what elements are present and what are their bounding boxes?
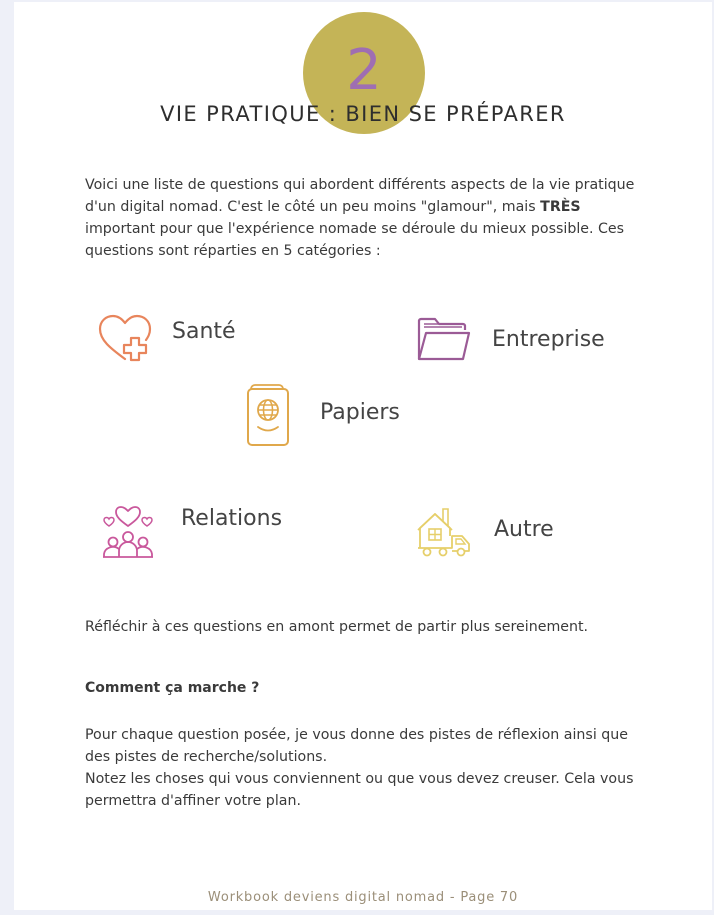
page-footer: Workbook deviens digital nomad - Page 70 bbox=[207, 890, 519, 905]
how-it-works-text bbox=[85, 724, 645, 812]
intro-text-end: important pour que l'expérience nomade se déroule du mieux possible. Ces questions sont réparties en 5 catégories : bbox=[85, 221, 625, 259]
how-it-works-paragraph-1: Pour chaque question posée, je vous donne des pistes de réflexion ainsi que des pistes de recherche/solutions. bbox=[85, 727, 628, 765]
folder-icon bbox=[416, 315, 472, 363]
category-label-papiers: Papiers bbox=[320, 399, 400, 425]
how-it-works-paragraph-2: Notez les choses qui vous conviennent ou que vous devez creuser. Cela vous permettra d'affiner votre plan. bbox=[85, 771, 634, 809]
category-entreprise bbox=[416, 315, 605, 363]
closing-sentence: Réfléchir à ces questions en amont permet de partir plus sereinement. bbox=[85, 619, 589, 635]
category-autre bbox=[416, 506, 554, 558]
chapter-title: VIE PRATIQUE : BIEN SE PRÉPARER bbox=[160, 102, 566, 126]
how-it-works-title: Comment ça marche ? bbox=[85, 680, 260, 696]
category-label-autre: Autre bbox=[494, 516, 554, 542]
category-relations bbox=[101, 504, 282, 560]
category-label-entreprise: Entreprise bbox=[492, 326, 605, 352]
intro-bold-word: TRÈS bbox=[540, 199, 581, 215]
passport-icon bbox=[246, 382, 290, 448]
category-sante bbox=[96, 312, 236, 364]
intro-text-start: Voici une liste de questions qui abordent différents aspects de la vie pratique d'un digital nomad. C'est le côté un peu moins "glamour", mais bbox=[85, 177, 635, 215]
house-truck-icon bbox=[416, 506, 472, 558]
intro-paragraph bbox=[85, 174, 645, 262]
workbook-page bbox=[14, 2, 712, 910]
category-papiers bbox=[246, 382, 400, 448]
category-label-relations: Relations bbox=[181, 505, 283, 531]
category-label-sante: Santé bbox=[172, 318, 236, 344]
chapter-number: 2 bbox=[346, 38, 382, 103]
people-hearts-icon bbox=[101, 504, 155, 560]
heart-plus-icon bbox=[96, 312, 154, 364]
